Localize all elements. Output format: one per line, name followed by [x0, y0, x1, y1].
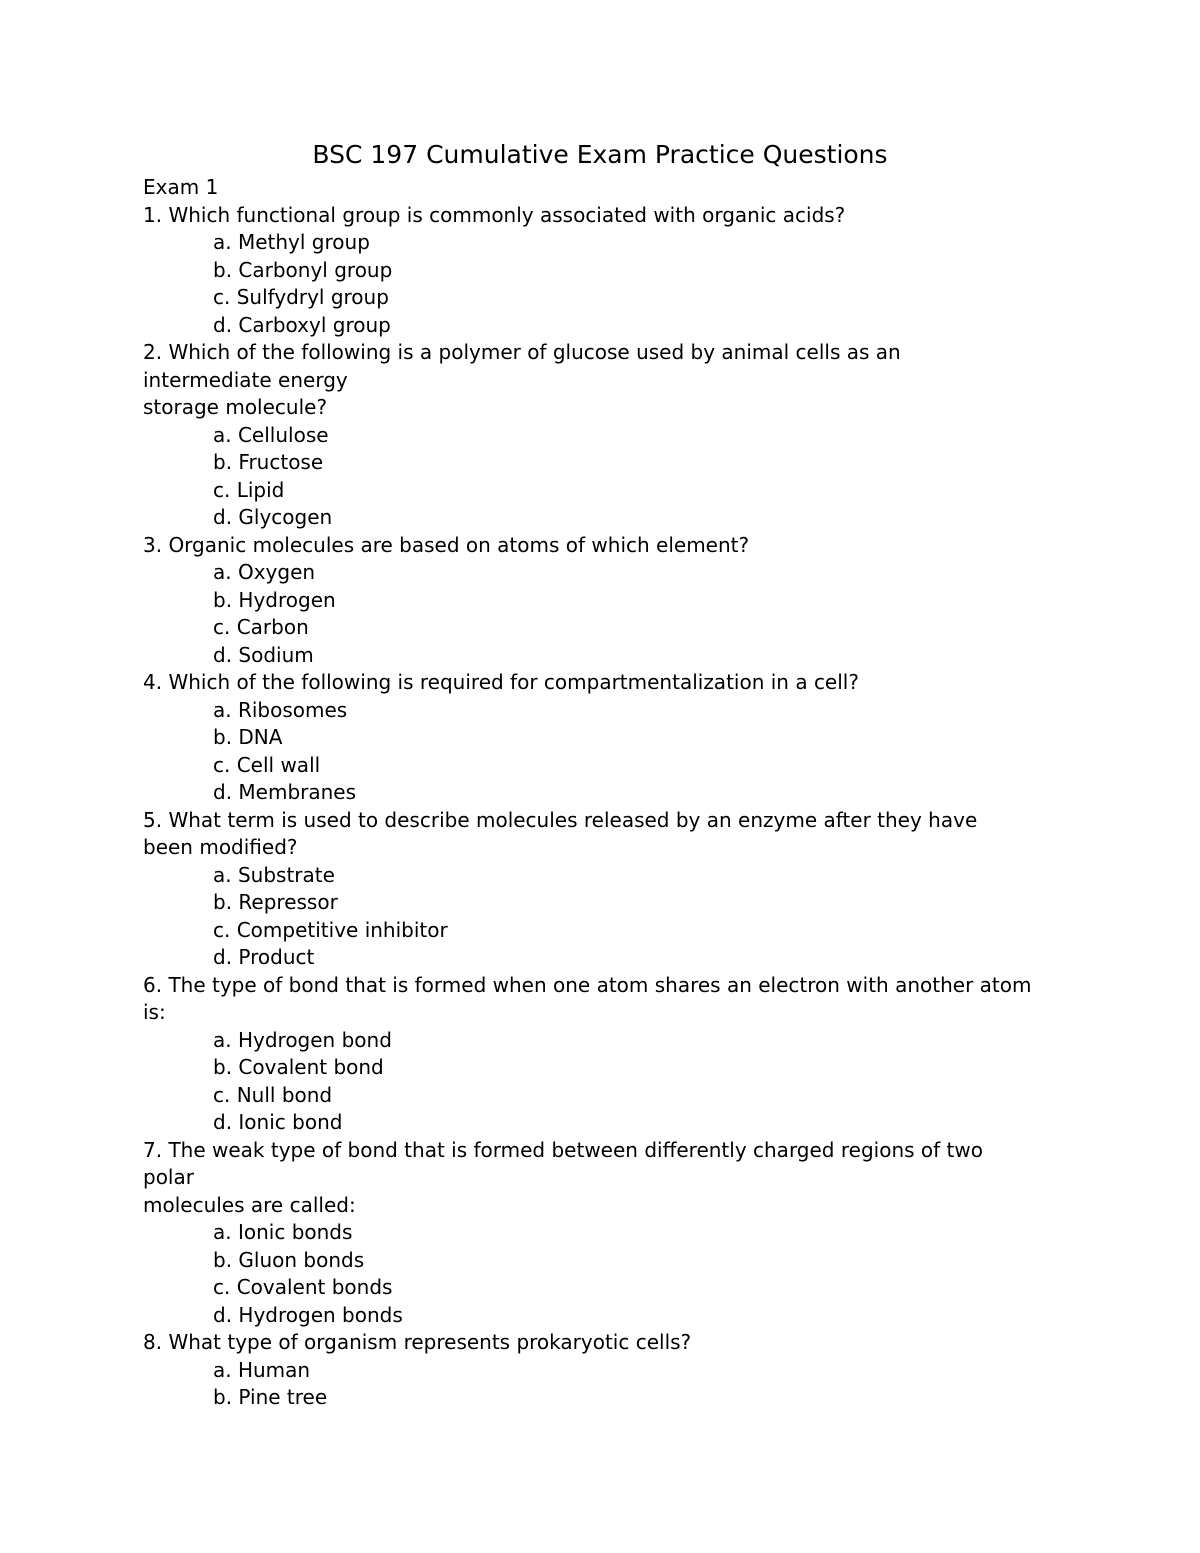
answer-option: d. Hydrogen bonds [213, 1302, 403, 1327]
answer-option: a. Substrate [213, 862, 335, 887]
answer-options [143, 1219, 1033, 1329]
question-text: 1. Which functional group is commonly associated with organic acids? [143, 202, 846, 227]
document-content [143, 174, 1033, 1412]
answer-option: a. Methyl group [213, 230, 370, 254]
answer-option: a. Cellulose [213, 422, 329, 447]
question-text: 4. Which of the following is required for compartmentalization in a cell? [143, 670, 859, 694]
answer-option: c. Lipid [213, 477, 285, 502]
answer-option: d. Membranes [213, 780, 357, 804]
question-text: 6. The type of bond that is formed when one atom shares an electron with another atom is: [143, 972, 1032, 1024]
answer-option: a. Oxygen [213, 560, 316, 584]
answer-option: d. Ionic bond [213, 1110, 343, 1134]
answer-option: b. DNA [213, 725, 283, 749]
question-text: 8. What type of organism represents prokaryotic cells? [143, 1330, 692, 1354]
question-text: 7. The weak type of bond that is formed between differently charged regions of two polar [143, 1137, 983, 1189]
question-text-continued: molecules are called: [143, 1192, 356, 1217]
question-2 [143, 339, 1033, 532]
answer-options [143, 559, 1033, 669]
question-text: 2. Which of the following is a polymer of glucose used by animal cells as an intermediate energy [143, 340, 901, 392]
question-7 [143, 1137, 1033, 1330]
answer-options [143, 697, 1033, 807]
answer-option: b. Hydrogen [213, 587, 336, 612]
question-5 [143, 807, 1033, 972]
question-text: 3. Organic molecules are based on atoms of which element? [143, 532, 750, 557]
answer-option: d. Product [213, 945, 315, 969]
answer-options [143, 1357, 1033, 1412]
answer-option: c. Sulfydryl group [213, 285, 389, 309]
answer-option: a. Ribosomes [213, 697, 348, 722]
question-text-continued: storage molecule? [143, 395, 328, 419]
question-4 [143, 669, 1033, 807]
answer-option: b. Repressor [213, 890, 338, 914]
answer-option: c. Null bond [213, 1082, 333, 1107]
answer-option: b. Gluon bonds [213, 1247, 365, 1272]
answer-options [143, 862, 1033, 972]
answer-option: a. Hydrogen bond [213, 1027, 392, 1052]
section-heading: Exam 1 [143, 175, 219, 199]
answer-option: b. Carbonyl group [213, 257, 393, 282]
answer-option: d. Glycogen [213, 505, 333, 529]
answer-option: a. Human [213, 1357, 311, 1382]
answer-option: c. Carbon [213, 615, 309, 639]
answer-option: d. Carboxyl group [213, 312, 391, 337]
answer-option: d. Sodium [213, 642, 314, 667]
question-text: 5. What term is used to describe molecules released by an enzyme after they have been modified? [143, 807, 978, 859]
answer-option: b. Pine tree [213, 1385, 328, 1409]
answer-option: c. Competitive inhibitor [213, 917, 448, 942]
answer-option: a. Ionic bonds [213, 1220, 353, 1244]
answer-option: b. Covalent bond [213, 1055, 384, 1079]
answer-options [143, 422, 1033, 532]
answer-options [143, 1027, 1033, 1137]
answer-option: c. Cell wall [213, 752, 321, 777]
answer-options [143, 229, 1033, 339]
question-8 [143, 1329, 1033, 1412]
answer-option: b. Fructose [213, 450, 324, 474]
answer-option: c. Covalent bonds [213, 1275, 393, 1299]
question-6 [143, 972, 1033, 1137]
document-title: BSC 197 Cumulative Exam Practice Questions [312, 140, 888, 169]
question-1 [143, 202, 1033, 340]
question-3 [143, 532, 1033, 670]
